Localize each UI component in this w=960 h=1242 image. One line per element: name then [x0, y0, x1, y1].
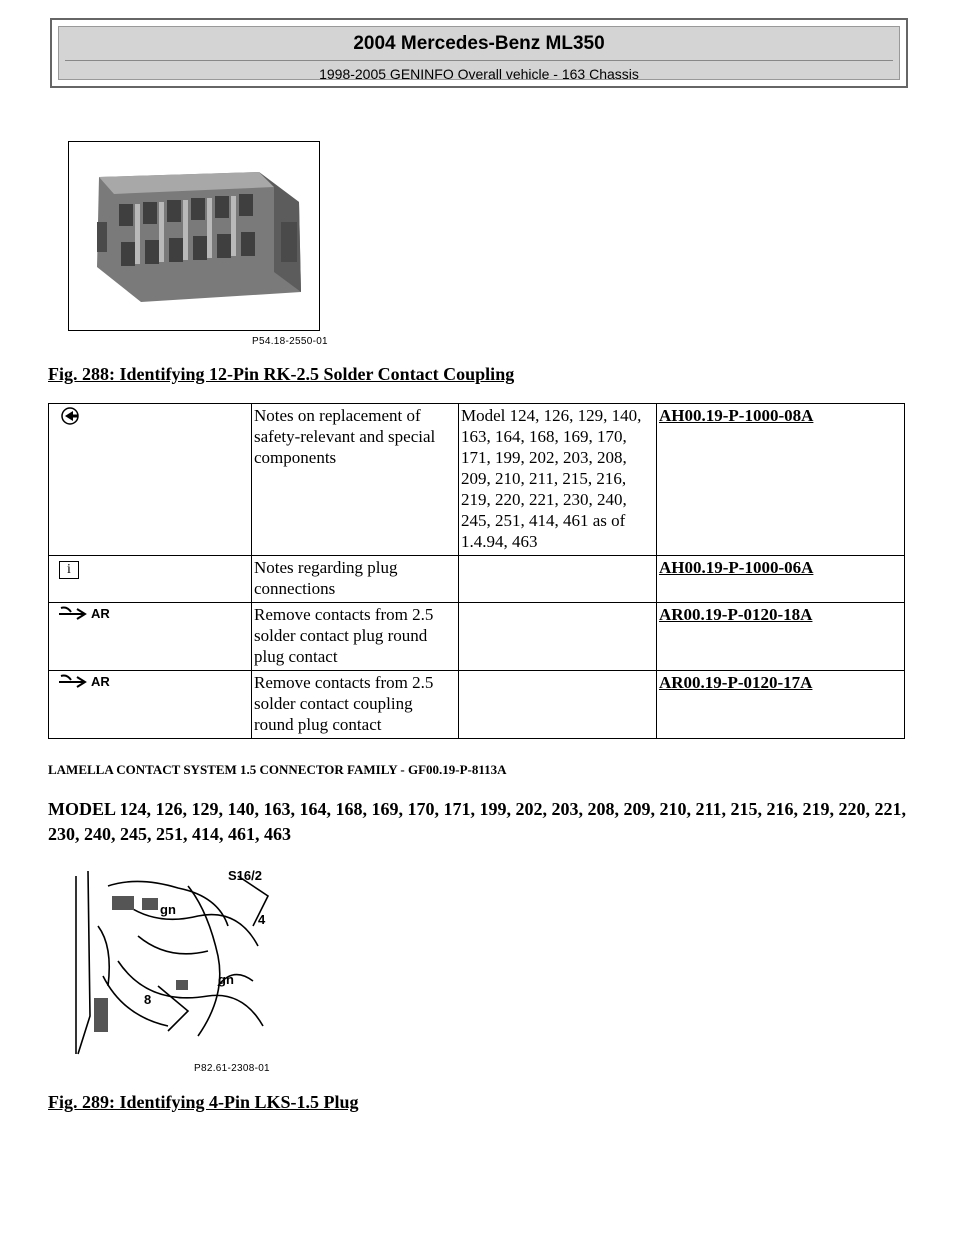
- row-ref-cell: [657, 671, 905, 739]
- row-ref-cell: [657, 404, 905, 556]
- row-applies: Model 124, 126, 129, 140, 163, 164, 168, 169, 170, 171, 199, 202, 203, 208, 209, 210, 211, 215, 216, 219, 220, 221, 230, 240, 245, 251, 414, 461 as of 1.4.94, 463: [459, 404, 657, 556]
- row-applies: [459, 556, 657, 603]
- row-ref-cell: [657, 556, 905, 603]
- row-icon-cell: [49, 603, 252, 671]
- row-ref-link[interactable]: AH00.19-P-1000-08A: [659, 406, 814, 425]
- header-title: 2004 Mercedes-Benz ML350: [353, 33, 605, 54]
- row-ref-link[interactable]: AH00.19-P-1000-06A: [659, 558, 814, 577]
- row-applies: [459, 671, 657, 739]
- figure-289-image: [68, 866, 278, 1056]
- callout-gn-1: gn: [160, 902, 176, 917]
- callout-8: 8: [144, 992, 152, 1007]
- section-heading-connector-family: LAMELLA CONTACT SYSTEM 1.5 CONNECTOR FAMILY - GF00.19-P-8113A: [48, 762, 507, 777]
- notes-table: [48, 403, 905, 739]
- figure-289-caption[interactable]: Fig. 289: Identifying 4-Pin LKS-1.5 Plug: [48, 1092, 359, 1112]
- figure-289-label: P82.61-2308-01: [194, 1063, 270, 1074]
- row-ref-link[interactable]: AR00.19-P-0120-17A: [659, 673, 813, 692]
- callout-4: 4: [258, 912, 266, 927]
- row-title: Notes regarding plug connections: [252, 556, 459, 603]
- info-icon: i: [59, 561, 79, 579]
- figure-288-image: [68, 141, 320, 331]
- row-ref-link[interactable]: AR00.19-P-0120-18A: [659, 605, 813, 624]
- row-title: Remove contacts from 2.5 solder contact coupling round plug contact: [252, 671, 459, 739]
- table-row: [49, 671, 905, 739]
- table-row: [49, 603, 905, 671]
- row-icon-cell: [49, 556, 252, 603]
- row-icon-cell: [49, 671, 252, 739]
- figure-288-caption[interactable]: Fig. 288: Identifying 12-Pin RK-2.5 Solder Contact Coupling: [48, 364, 515, 384]
- row-title: Notes on replacement of safety-relevant and special components: [252, 404, 459, 556]
- wrench-ar-icon: [57, 672, 121, 697]
- callout-s16-2: S16/2: [228, 868, 262, 883]
- wrench-ar-icon: [57, 604, 121, 629]
- wrench-ar-label: AR: [91, 606, 110, 621]
- header-subtitle: 1998-2005 GENINFO Overall vehicle - 163 Chassis: [319, 66, 639, 82]
- document-header: [50, 18, 908, 88]
- figure-288-label: P54.18-2550-01: [252, 336, 328, 347]
- table-row: [49, 556, 905, 603]
- wrench-ar-label: AR: [91, 674, 110, 689]
- section-heading-models: MODEL 124, 126, 129, 140, 163, 164, 168, 169, 170, 171, 199, 202, 203, 208, 209, 210, 211, 215, 216, 219, 220, 221, 230, 240, 245, 251, 414, 461, 463: [48, 799, 907, 844]
- callout-gn-2: gn: [218, 972, 234, 987]
- table-row: [49, 404, 905, 556]
- notes-pointer-icon: [58, 406, 82, 426]
- row-icon-cell: [49, 404, 252, 556]
- row-ref-cell: [657, 603, 905, 671]
- row-applies: [459, 603, 657, 671]
- header-divider: [65, 60, 893, 61]
- connector-coupling-photo: [69, 142, 319, 330]
- engine-bay-wiring-drawing: [68, 866, 278, 1056]
- header-panel: [58, 26, 900, 80]
- row-title: Remove contacts from 2.5 solder contact plug round plug contact: [252, 603, 459, 671]
